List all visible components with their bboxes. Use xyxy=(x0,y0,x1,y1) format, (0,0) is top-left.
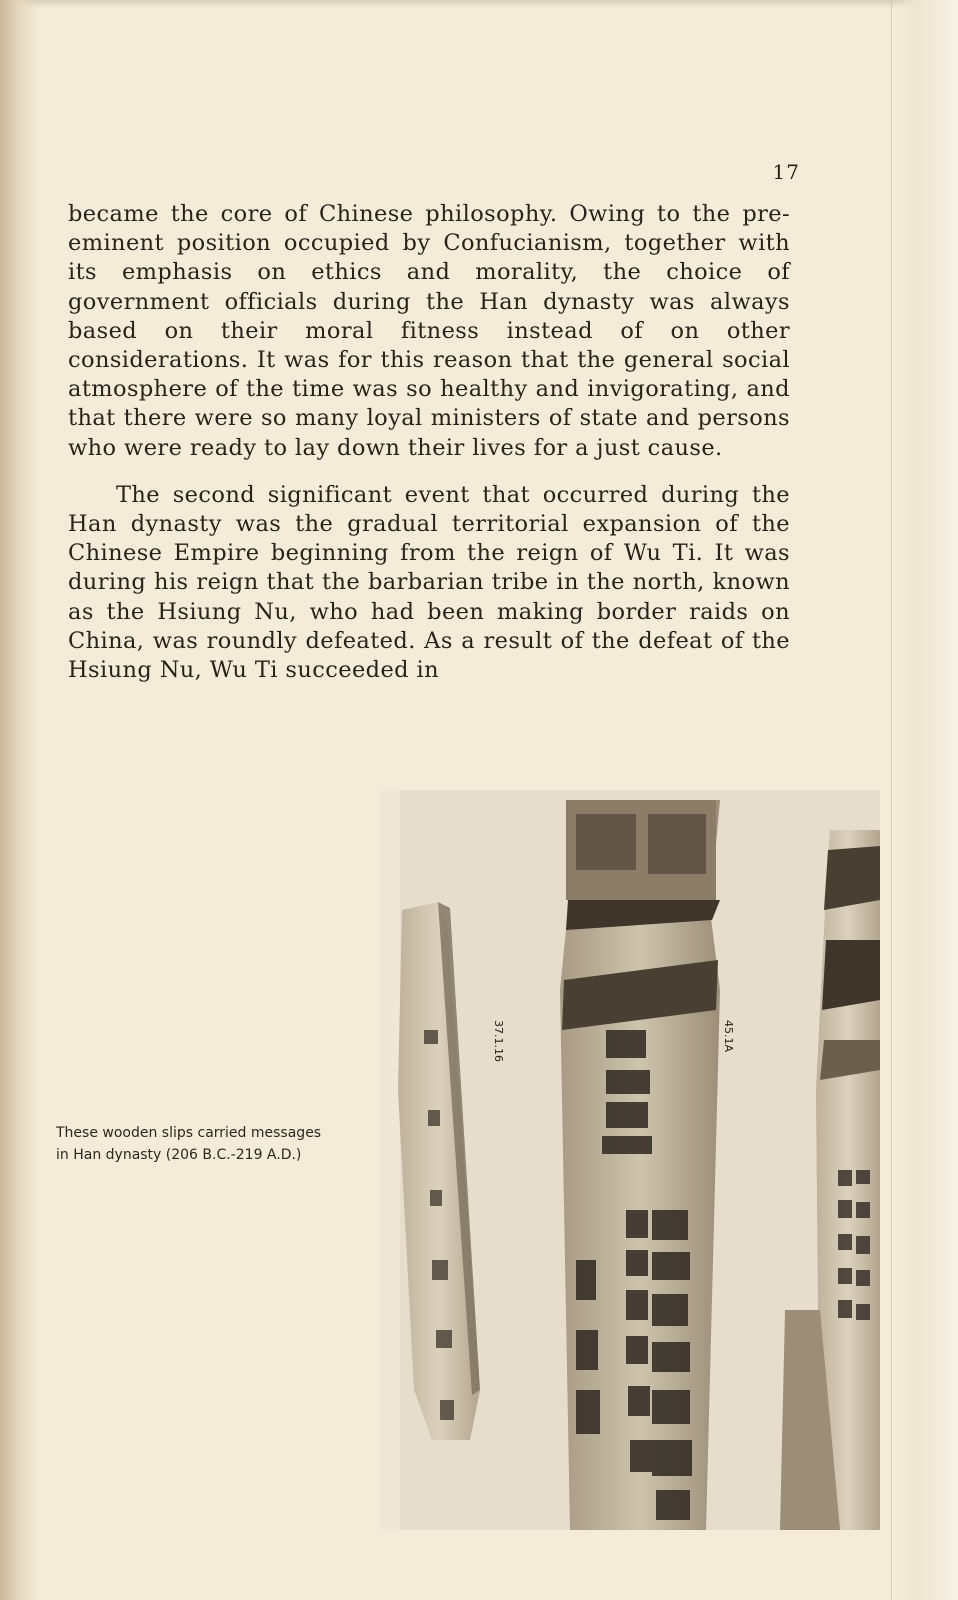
figure-caption xyxy=(56,1122,386,1166)
slip-label-1: 37.1.16 xyxy=(492,1020,505,1062)
slip-label-2: 45.1A xyxy=(722,1020,735,1053)
caption-line-1: These wooden slips carried messages xyxy=(56,1125,322,1141)
binding-shadow xyxy=(0,0,40,1600)
wooden-slips-photo xyxy=(380,790,880,1530)
page-edge xyxy=(891,0,958,1600)
body-text xyxy=(68,200,790,685)
top-page-shadow xyxy=(0,0,958,8)
center-wooden-slip xyxy=(560,800,735,1530)
wooden-slips-image xyxy=(380,790,880,1530)
page-number: 17 xyxy=(772,160,800,184)
paragraph-1: became the core of Chinese philosophy. Owing to the pre-eminent position occupied by Confucianism, together with its emphasis on ethics and morality, the choice of government officials during the Han dynasty was always based on their moral fitness instead of on other considerations. It was for this reason that the general social atmosphere of the time was so healthy and invigorating, and that there were so many loyal ministers of state and persons who were ready to lay down their lives for a just cause. xyxy=(68,201,790,461)
paragraph-2: The second significant event that occurred during the Han dynasty was the gradual territorial expansion of the Chinese Empire beginning from the reign of Wu Ti. It was during his reign that the barbarian tribe in the north, known as the Hsiung Nu, who had been making border raids on China, was roundly defeated. As a result of the defeat of the Hsiung Nu, Wu Ti succeeded in xyxy=(68,481,790,684)
caption-line-2: in Han dynasty (206 B.C.-219 A.D.) xyxy=(56,1147,302,1163)
